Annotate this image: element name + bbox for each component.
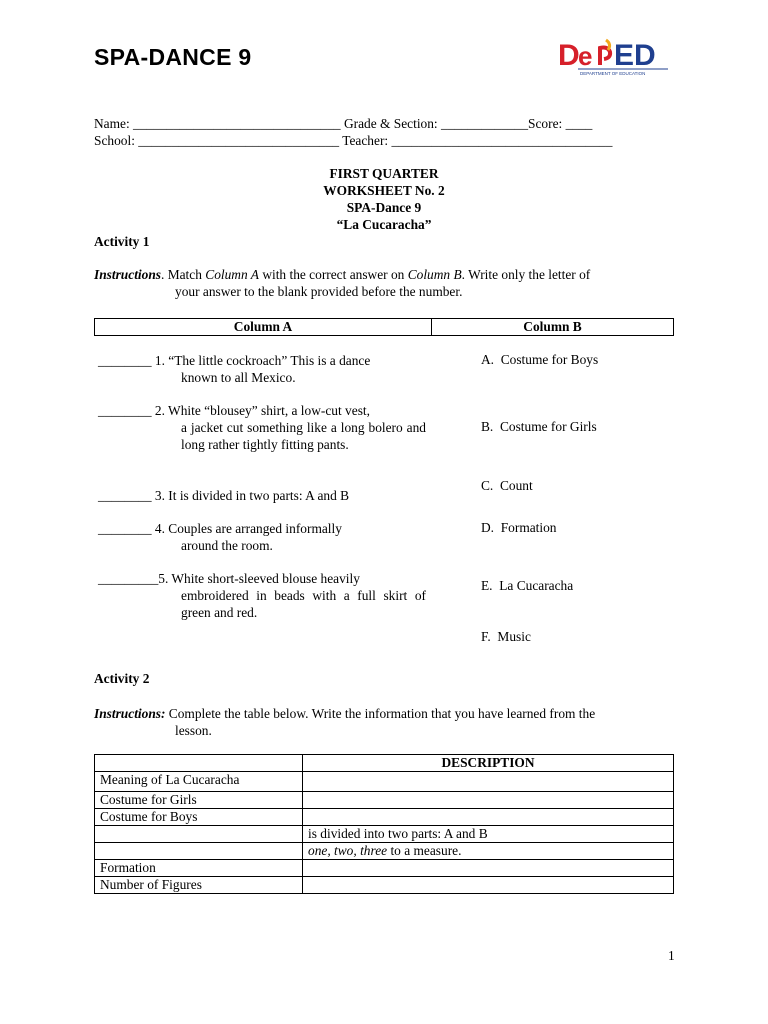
item-text: a jacket cut something like a long bolero and long rather tightly fitting pants. — [181, 420, 426, 452]
name-grade-score-line[interactable]: Name: _______________________________ Grade & Section: _____________Score: ____ — [94, 116, 593, 131]
activity2-title: Activity 2 — [94, 671, 150, 686]
worksheet-heading: WORKSHEET No. 2 — [323, 183, 445, 198]
option-d: D. Formation — [481, 520, 557, 535]
row-label: Formation — [95, 860, 303, 877]
row-description[interactable] — [303, 792, 674, 809]
instructions-line2: lesson. — [175, 723, 212, 738]
table-row[interactable] — [95, 792, 674, 809]
svg-text:D: D — [558, 39, 580, 72]
option-b: B. Costume for Girls — [481, 419, 597, 434]
item-text: known to all Mexico. — [181, 370, 296, 385]
instructions-text: . Match — [161, 267, 206, 282]
row-description: is divided into two parts: A and B — [303, 826, 674, 843]
column-a-header: Column A — [95, 319, 432, 336]
item-text: ________ 3. It is divided in two parts: A and B — [98, 488, 350, 503]
item-text: around the room. — [181, 538, 273, 553]
table-row[interactable] — [95, 772, 674, 792]
table-header-empty — [95, 755, 303, 772]
svg-text:ED: ED — [614, 39, 656, 72]
match-item-5[interactable] — [98, 570, 426, 621]
column-b-ref: Column B — [407, 267, 462, 282]
row-label[interactable] — [95, 826, 303, 843]
row-description[interactable] — [303, 860, 674, 877]
row-label: Meaning of La Cucaracha — [95, 772, 303, 792]
match-item-3[interactable] — [98, 487, 426, 504]
row-label[interactable] — [95, 843, 303, 860]
table-row[interactable] — [95, 809, 674, 826]
match-item-4[interactable] — [98, 520, 426, 554]
item-text: ________ 2. White “blousey” shirt, a low-cut vest, — [98, 403, 370, 418]
instructions-text: . Write only the letter of — [461, 267, 591, 282]
description-header: DESCRIPTION — [303, 755, 674, 772]
option-c: C. Count — [481, 478, 533, 493]
column-header-table — [94, 318, 674, 336]
row-label: Number of Figures — [95, 877, 303, 894]
match-item-2[interactable] — [98, 402, 426, 453]
row-description[interactable] — [303, 809, 674, 826]
instructions-line2: your answer to the blank provided before the number. — [175, 284, 463, 299]
option-e: E. La Cucaracha — [481, 578, 574, 593]
activity1-instructions — [94, 266, 676, 300]
table-row[interactable] — [95, 826, 674, 843]
table-row[interactable] — [95, 877, 674, 894]
row-label: Costume for Girls — [95, 792, 303, 809]
instructions-label: Instructions: — [94, 706, 166, 721]
column-a-ref: Column A — [205, 267, 259, 282]
table-row[interactable] — [95, 843, 674, 860]
column-b-header: Column B — [432, 319, 674, 336]
instructions-label: Instructions — [94, 267, 161, 282]
activity2-instructions — [94, 705, 676, 739]
match-item-1[interactable] — [98, 352, 426, 386]
svg-text:DEPARTMENT OF EDUCATION: DEPARTMENT OF EDUCATION — [580, 71, 646, 76]
row-label: Costume for Boys — [95, 809, 303, 826]
count-text: to a measure. — [387, 843, 462, 858]
svg-text:e: e — [578, 41, 593, 71]
topic-heading: “La Cucaracha” — [336, 217, 432, 232]
subject-heading: SPA-Dance 9 — [346, 200, 422, 215]
item-text: ________ 1. “The little cockroach” This is a dance — [98, 353, 371, 368]
instructions-text: Complete the table below. Write the information that you have learned from the — [165, 706, 596, 721]
row-description[interactable] — [303, 772, 674, 792]
table-row[interactable] — [95, 860, 674, 877]
quarter-heading: FIRST QUARTER — [329, 166, 439, 181]
page-number: 1 — [668, 948, 675, 963]
row-description — [303, 843, 674, 860]
item-text: _________5. White short-sleeved blouse heavily — [98, 571, 360, 586]
option-a: A. Costume for Boys — [481, 352, 599, 367]
school-teacher-line[interactable]: School: ______________________________ Teacher: _________________________________ — [94, 133, 613, 148]
count-italic: one, two, three — [308, 843, 388, 858]
activity1-title: Activity 1 — [94, 234, 150, 249]
item-text: embroidered in beads with a full skirt of green and red. — [181, 588, 426, 620]
option-f: F. Music — [481, 629, 531, 644]
description-table — [94, 754, 674, 894]
instructions-text: with the correct answer on — [258, 267, 408, 282]
deped-logo — [556, 36, 672, 80]
row-description[interactable] — [303, 877, 674, 894]
worksheet-title: SPA-DANCE 9 — [94, 44, 252, 70]
item-text: ________ 4. Couples are arranged informally — [98, 521, 342, 536]
